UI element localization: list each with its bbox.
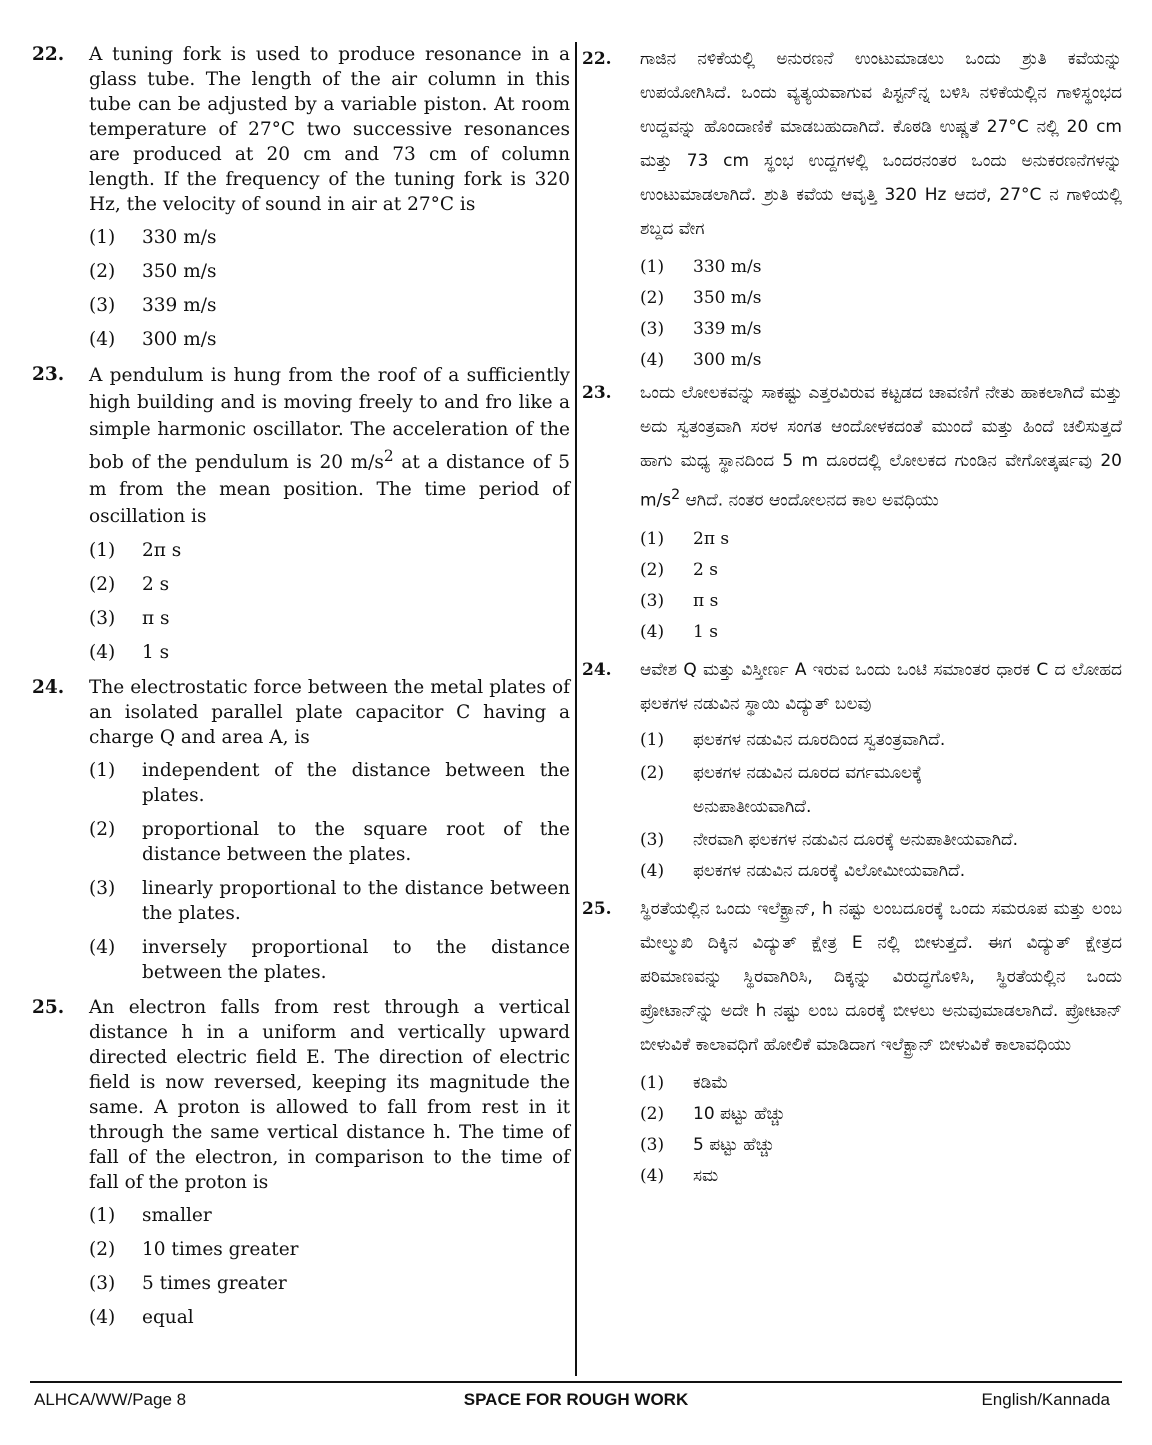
option-number: (1) xyxy=(89,540,116,562)
option xyxy=(89,1305,570,1330)
question-text xyxy=(640,376,1122,518)
option-text: 10 ಪಟ್ಟು ಹೆಚ್ಚು xyxy=(693,1103,786,1124)
english-column xyxy=(32,42,570,1339)
option-number: (4) xyxy=(89,1307,116,1329)
options-list xyxy=(89,758,570,985)
option-text: independent of the distance between the plates. xyxy=(142,760,570,807)
option-number: (1) xyxy=(640,528,665,549)
options-list xyxy=(640,524,1122,647)
option-text: 10 times greater xyxy=(142,1239,299,1261)
question-24-kn xyxy=(582,653,1122,886)
question-number: 22. xyxy=(582,49,612,69)
option-number: (3) xyxy=(640,319,665,339)
option-number: (1) xyxy=(89,760,116,782)
option-number: (3) xyxy=(89,295,116,316)
option-text: ಫಲಕಗಳ ನಡುವಿನ ದೂರಕ್ಕೆ ವಿಲೋಮೀಯವಾಗಿದೆ. xyxy=(693,860,966,881)
option xyxy=(640,283,1122,313)
option-text: ನೇರವಾಗಿ ಫಲಕಗಳ ನಡುವಿನ ದೂರಕ್ಕೆ ಅನುಪಾತೀಯವಾಗಿದೆ. xyxy=(693,829,1019,850)
option-text: π s xyxy=(142,608,170,630)
option xyxy=(89,572,570,597)
option xyxy=(89,225,570,250)
option-number: (2) xyxy=(89,261,116,282)
option xyxy=(640,617,1122,647)
option-text: 1 s xyxy=(142,642,170,664)
option xyxy=(89,538,570,563)
option-text: 330 m/s xyxy=(693,257,762,277)
question-text: An electron falls from rest through a vertical distance h in a uniform and vertically upward directed electric field E. The direction of electric field is now reversed, keeping its magnitude the same. A proton is allowed to fall from rest in it through the same vertical distance h. The time of fall of the electron, in comparison to the time of fall of the proton is xyxy=(89,997,570,1194)
option xyxy=(640,252,1122,282)
option-number: (2) xyxy=(89,1239,116,1261)
question-22-en xyxy=(32,42,570,352)
option-number: (1) xyxy=(89,1205,116,1227)
option-number: (1) xyxy=(640,1072,665,1093)
option-text: 2 s xyxy=(693,559,718,580)
option xyxy=(89,606,570,631)
option xyxy=(89,817,570,867)
option xyxy=(640,1130,1122,1160)
option-text: 300 m/s xyxy=(142,329,217,350)
page-code: ALHCA/WW/Page 8 xyxy=(34,1390,187,1409)
option-text: ಫಲಕಗಳ ನಡುವಿನ ದೂರದಿಂದ ಸ್ವತಂತ್ರವಾಗಿದೆ. xyxy=(693,729,946,750)
rough-work-label: SPACE FOR ROUGH WORK xyxy=(463,1390,689,1409)
option-number: (3) xyxy=(640,829,665,850)
footer-rule xyxy=(30,1381,1122,1383)
question-number: 25. xyxy=(32,997,65,1019)
question-text: ಗಾಜಿನ ನಳಿಕೆಯಲ್ಲಿ ಅನುರಣನೆ ಉಂಟುಮಾಡಲು ಒಂದು ಶ್ರುತಿ ಕವೆಯನ್ನು ಉಪಯೋಗಿಸಿದೆ. ಒಂದು ವ್ಯತ್ಯಯವಾಗುವ ಪಿಸ್ಟನ್‌ನ್ನ ಬಳಿಸಿ ನಳಿಕೆಯಲ್ಲಿನ ಗಾಳಿಸ್ಥಂಭದ ಉದ್ದವನ್ನು ಹೊಂದಾಣಿಕೆ ಮಾಡಬಹುದಾಗಿದೆ. ಕೊಠಡಿ ಉಷ್ಣತೆ 27°C ನಲ್ಲಿ 20 cm ಮತ್ತು 73 cm ಸ್ಥಂಭ ಉದ್ದಗಳಲ್ಲಿ ಒಂದರನಂತರ ಒಂದು ಅನುಕರಣನೆಗಳನ್ನು ಉಂಟುಮಾಡಲಾಗಿದೆ. ಶ್ರುತಿ ಕವೆಯ ಆವೃತ್ತಿ 320 Hz ಆದರೆ, 27°C ನ ಗಾಳಿಯಲ್ಲಿ ಶಬ್ದದ ವೇಗ xyxy=(640,49,1122,239)
option-text: 2π s xyxy=(693,528,730,549)
option-text: ಫಲಕಗಳ ನಡುವಿನ ದೂರದ ವರ್ಗಮೂಲಕ್ಕೆ ಅನುಪಾತೀಯವಾಗಿದೆ. xyxy=(693,762,922,817)
options-list xyxy=(89,225,570,352)
option-number: (4) xyxy=(640,350,665,370)
question-text: ಸ್ಥಿರತೆಯಲ್ಲಿನ ಒಂದು ಇಲೆಕ್ಟ್ರಾನ್, h ನಷ್ಟು ಲಂಬದೂರಕ್ಕೆ ಒಂದು ಸಮರೂಪ ಮತ್ತು ಲಂಬ ಮೇಲ್ಮುಖಿ ದಿಕ್ಕಿನ ವಿದ್ಯುತ್ ಕ್ಷೇತ್ರ E ನಲ್ಲಿ ಬೀಳುತ್ತದೆ. ಈಗ ವಿದ್ಯುತ್ ಕ್ಷೇತ್ರದ ಪರಿಮಾಣವನ್ನು ಸ್ಥಿರವಾಗಿರಿಸಿ, ದಿಕ್ಕನ್ನು ವಿರುದ್ಧಗೊಳಿಸಿ, ಸ್ಥಿರತೆಯಲ್ಲಿನ ಒಂದು ಪ್ರೋಟಾನ್‌ನ್ನು ಅದೇ h ನಷ್ಟು ಲಂಬ ದೂರಕ್ಕೆ ಬೀಳಲು ಅನುವುಮಾಡಲಾಗಿದೆ. ಪ್ರೋಟಾನ್ ಬೀಳುವಿಕೆ ಕಾಲಾವಧಿಗೆ ಹೋಲಿಕೆ ಮಾಡಿದಾಗ ಇಲೆಕ್ಟ್ರಾನ್ ಬೀಳುವಿಕೆ ಕಾಲಾವಧಿಯು xyxy=(640,898,1122,1055)
option xyxy=(89,1203,570,1228)
superscript: 2 xyxy=(671,487,681,503)
options-list xyxy=(640,1068,1122,1191)
option xyxy=(640,1068,1122,1098)
option-text: ಕಡಿಮೆ xyxy=(693,1072,729,1093)
option-text: inversely proportional to the distance between the plates. xyxy=(142,937,570,984)
question-25-en xyxy=(32,995,570,1330)
option-number: (4) xyxy=(640,860,665,881)
option-text: 350 m/s xyxy=(693,288,762,308)
question-text-part: at a distance of 5 m from the mean position. The time period of oscillation is xyxy=(89,452,570,528)
option-number: (2) xyxy=(640,288,665,308)
option-number: (2) xyxy=(640,559,665,580)
option-number: (3) xyxy=(640,590,665,611)
option-number: (3) xyxy=(89,608,116,630)
question-23-kn xyxy=(582,376,1122,647)
option-text: 339 m/s xyxy=(142,295,217,316)
option-text: 2π s xyxy=(142,540,182,562)
option-text: 339 m/s xyxy=(693,319,762,339)
question-number: 23. xyxy=(32,364,65,385)
option xyxy=(640,756,1122,824)
question-number: 24. xyxy=(32,677,65,699)
question-24-en xyxy=(32,675,570,985)
question-text-part: ಒಂದು ಲೋಲಕವನ್ನು ಸಾಕಷ್ಟು ಎತ್ತರವಿರುವ ಕಟ್ಟಡದ ಚಾವಣಿಗೆ ನೇತು ಹಾಕಲಾಗಿದೆ ಮತ್ತು ಅದು ಸ್ವತಂತ್ರವಾಗಿ ಸರಳ ಸಂಗತ ಆಂದೋಳಕದಂತೆ ಮುಂದೆ ಮತ್ತು ಹಿಂದೆ ಚಲಿಸುತ್ತದೆ ಹಾಗು ಮಧ್ಯ ಸ್ಥಾನದಿಂದ 5 m ದೂರದಲ್ಲಿ ಲೋಲಕದ ಗುಂಡಿನ ವೇಗೋತ್ಕರ್ಷವು 20 m/s xyxy=(640,383,1122,511)
option xyxy=(89,327,570,352)
question-23-en xyxy=(32,362,570,665)
option-number: (2) xyxy=(640,762,665,783)
option-number: (2) xyxy=(89,819,116,841)
question-text: A tuning fork is used to produce resonance in a glass tube. The length of the air column in this tube can be adjusted by a variable piston. At room temperature of 27°C two successive resonances are produced at 20 cm and 73 cm of column length. If the frequency of the tuning fork is 320 Hz, the velocity of sound in air at 27°C is xyxy=(89,44,570,215)
option xyxy=(640,825,1122,855)
option-number: (1) xyxy=(89,227,116,248)
superscript: 2 xyxy=(383,447,394,465)
option xyxy=(89,259,570,284)
options-list xyxy=(89,538,570,665)
option-number: (3) xyxy=(640,1134,665,1155)
option-text: smaller xyxy=(142,1205,212,1227)
option xyxy=(89,935,570,985)
option xyxy=(89,640,570,665)
option xyxy=(640,555,1122,585)
option-number: (4) xyxy=(89,329,116,350)
options-list xyxy=(89,1203,570,1330)
option-text: 2 s xyxy=(142,574,170,596)
option xyxy=(640,524,1122,554)
question-number: 23. xyxy=(582,383,612,403)
option-number: (4) xyxy=(89,937,116,959)
option-text: 5 times greater xyxy=(142,1273,287,1295)
option-number: (4) xyxy=(640,1165,665,1186)
question-number: 22. xyxy=(32,44,65,65)
option-text: 330 m/s xyxy=(142,227,217,248)
option-number: (4) xyxy=(640,621,665,642)
option xyxy=(89,293,570,318)
option-text: 350 m/s xyxy=(142,261,217,282)
option-number: (2) xyxy=(89,574,116,596)
option xyxy=(89,1271,570,1296)
question-22-kn xyxy=(582,42,1122,375)
option-number: (4) xyxy=(89,642,116,664)
question-number: 24. xyxy=(582,659,612,680)
option xyxy=(640,345,1122,375)
question-text xyxy=(89,362,570,530)
option-text: proportional to the square root of the distance between the plates. xyxy=(142,819,570,866)
option xyxy=(640,1161,1122,1191)
option xyxy=(89,1237,570,1262)
option-text: 300 m/s xyxy=(693,350,762,370)
options-list xyxy=(640,252,1122,375)
question-number: 25. xyxy=(582,898,612,919)
option xyxy=(640,1099,1122,1129)
option xyxy=(89,758,570,808)
question-text-part: ಆಗಿದೆ. ನಂತರ ಆಂದೋಲನದ ಕಾಲ ಅವಧಿಯು xyxy=(680,490,939,511)
option xyxy=(640,586,1122,616)
option-number: (2) xyxy=(640,1103,665,1124)
option-number: (3) xyxy=(89,878,116,900)
option-text: π s xyxy=(693,590,719,611)
language-label: English/Kannada xyxy=(981,1390,1110,1409)
question-text: The electrostatic force between the metal plates of an isolated parallel plate capacitor C having a charge Q and area A, is xyxy=(89,677,570,749)
column-divider xyxy=(575,42,577,1376)
question-text-part: A pendulum is hung from the roof of a sufficiently high building and is moving freely to and fro like a simple harmonic oscillator. The acceleration of the bob of the pendulum is 20 m/s xyxy=(89,365,570,474)
option-text: 5 ಪಟ್ಟು ಹೆಚ್ಚು xyxy=(693,1134,775,1155)
option-number: (3) xyxy=(89,1273,116,1295)
option xyxy=(640,856,1122,886)
option-number: (1) xyxy=(640,257,665,277)
question-25-kn xyxy=(582,892,1122,1191)
option-text: equal xyxy=(142,1307,194,1329)
option-text: 1 s xyxy=(693,621,718,642)
option xyxy=(89,876,570,926)
option-text: ಸಮ xyxy=(693,1165,719,1186)
options-list xyxy=(640,725,1122,886)
option xyxy=(640,314,1122,344)
question-text: ಆವೇಶ Q ಮತ್ತು ವಿಸ್ತೀರ್ಣ A ಇರುವ ಒಂದು ಒಂಟಿ ಸಮಾಂತರ ಧಾರಕ C ದ ಲೋಹದ ಫಲಕಗಳ ನಡುವಿನ ಸ್ಥಾಯಿ ವಿದ್ಯುತ್ ಬಲವು xyxy=(640,659,1122,714)
option-number: (1) xyxy=(640,729,665,750)
kannada-column xyxy=(582,42,1122,1192)
option xyxy=(640,725,1122,755)
option-text: linearly proportional to the distance between the plates. xyxy=(142,878,570,925)
